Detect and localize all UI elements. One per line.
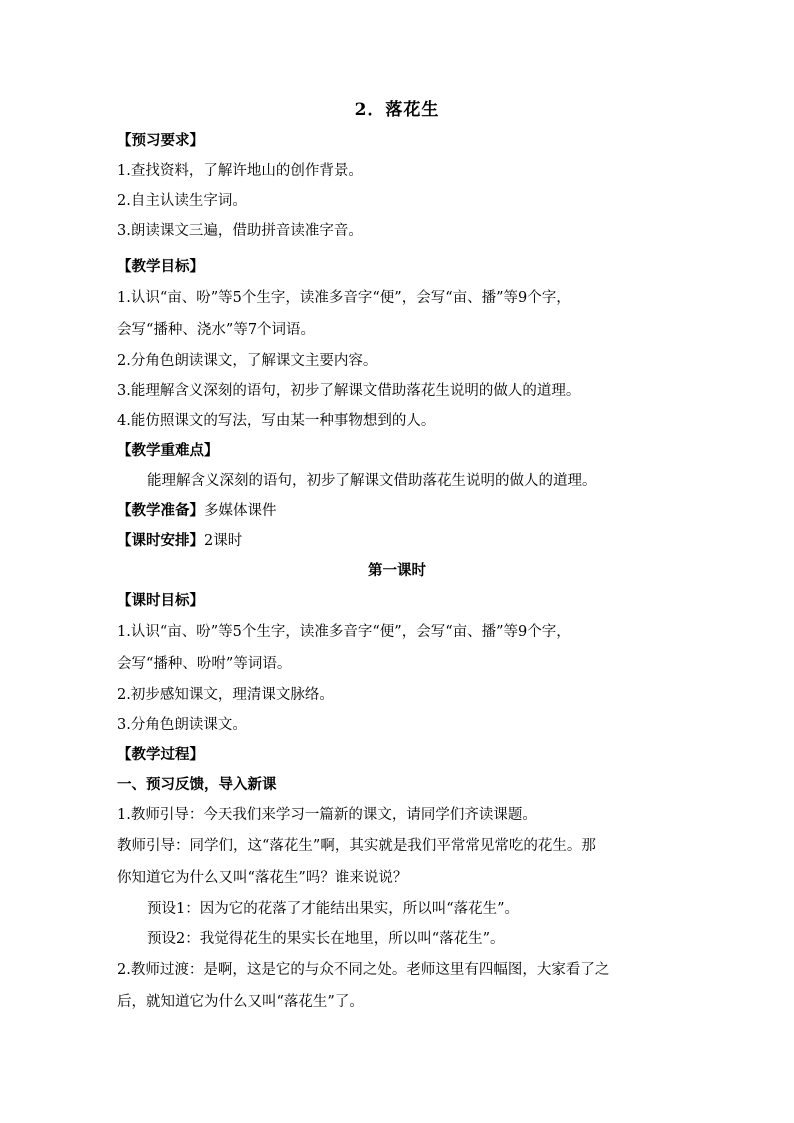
lesson1-title: 第一课时	[368, 562, 426, 579]
lesson1-goals-item-continued: 会写“播种、吩咐”等词语。	[117, 656, 292, 672]
goals-item: 1.认识“亩、吩”等5个生字，读准多音字“便”，会写“亩、播”等9个字，	[117, 290, 571, 306]
process-paragraph: 1.教师引导：今天我们来学习一篇新的课文，请同学们齐读课题。	[117, 807, 537, 823]
process-step-heading: 一、预习反馈，导入新课	[117, 776, 277, 793]
lesson1-goals-item: 2.初步感知课文，理清课文脉络。	[117, 687, 334, 703]
goals-item: 2.分角色朗读课文，了解课文主要内容。	[117, 353, 378, 369]
preview-item: 2.自主认读生字词。	[117, 193, 247, 209]
lesson-title: 2．落花生	[354, 100, 440, 120]
schedule-row	[117, 526, 677, 556]
goals-item: 3.能理解含义深刻的语句，初步了解课文借助落花生说明的做人的道理。	[117, 383, 581, 399]
process-heading: 【教学过程】	[117, 746, 204, 763]
preview-heading: 【预习要求】	[117, 132, 204, 149]
preparation-heading: 【教学准备】	[117, 502, 204, 519]
preset-answer: 预设2：我觉得花生的果实长在地里，所以叫“落花生”。	[147, 931, 505, 947]
key-points-heading: 【教学重难点】	[117, 442, 219, 459]
process-paragraph: 2.教师过渡：是啊，这是它的与众不同之处。老师这里有四幅图，大家看了之	[117, 962, 610, 978]
preset-answer: 预设1：因为它的花落了才能结出果实，所以叫“落花生”。	[147, 901, 520, 917]
process-paragraph: 教师引导：同学们，这“落花生”啊，其实就是我们平常常见常吃的花生。那	[117, 838, 596, 854]
schedule-text: 2课时	[204, 533, 243, 549]
preparation-text: 多媒体课件	[204, 503, 277, 519]
preparation-row	[117, 496, 677, 526]
goals-item-continued: 会写“播种、浇水”等7个词语。	[117, 322, 316, 338]
lesson1-goals-heading: 【课时目标】	[117, 592, 204, 609]
lesson1-goals-item: 3.分角色朗读课文。	[117, 717, 247, 733]
goals-heading: 【教学目标】	[117, 258, 204, 275]
lesson1-goals-item: 1.认识“亩、吩”等5个生字，读准多音字“便”，会写“亩、播”等9个字，	[117, 624, 571, 640]
preview-item: 3.朗读课文三遍，借助拼音读准字音。	[117, 223, 363, 239]
preview-item: 1.查找资料，了解许地山的创作背景。	[117, 163, 363, 179]
goals-item: 4.能仿照课文的写法，写由某一种事物想到的人。	[117, 413, 436, 429]
schedule-heading: 【课时安排】	[117, 532, 204, 549]
key-points-text: 能理解含义深刻的语句，初步了解课文借助落花生说明的做人的道理。	[147, 473, 597, 489]
document-page	[117, 98, 677, 1018]
process-paragraph-continued: 你知道它为什么又叫“落花生”吗？谁来说说？	[117, 870, 408, 886]
process-paragraph-continued: 后，就知道它为什么又叫“落花生”了。	[117, 994, 364, 1010]
